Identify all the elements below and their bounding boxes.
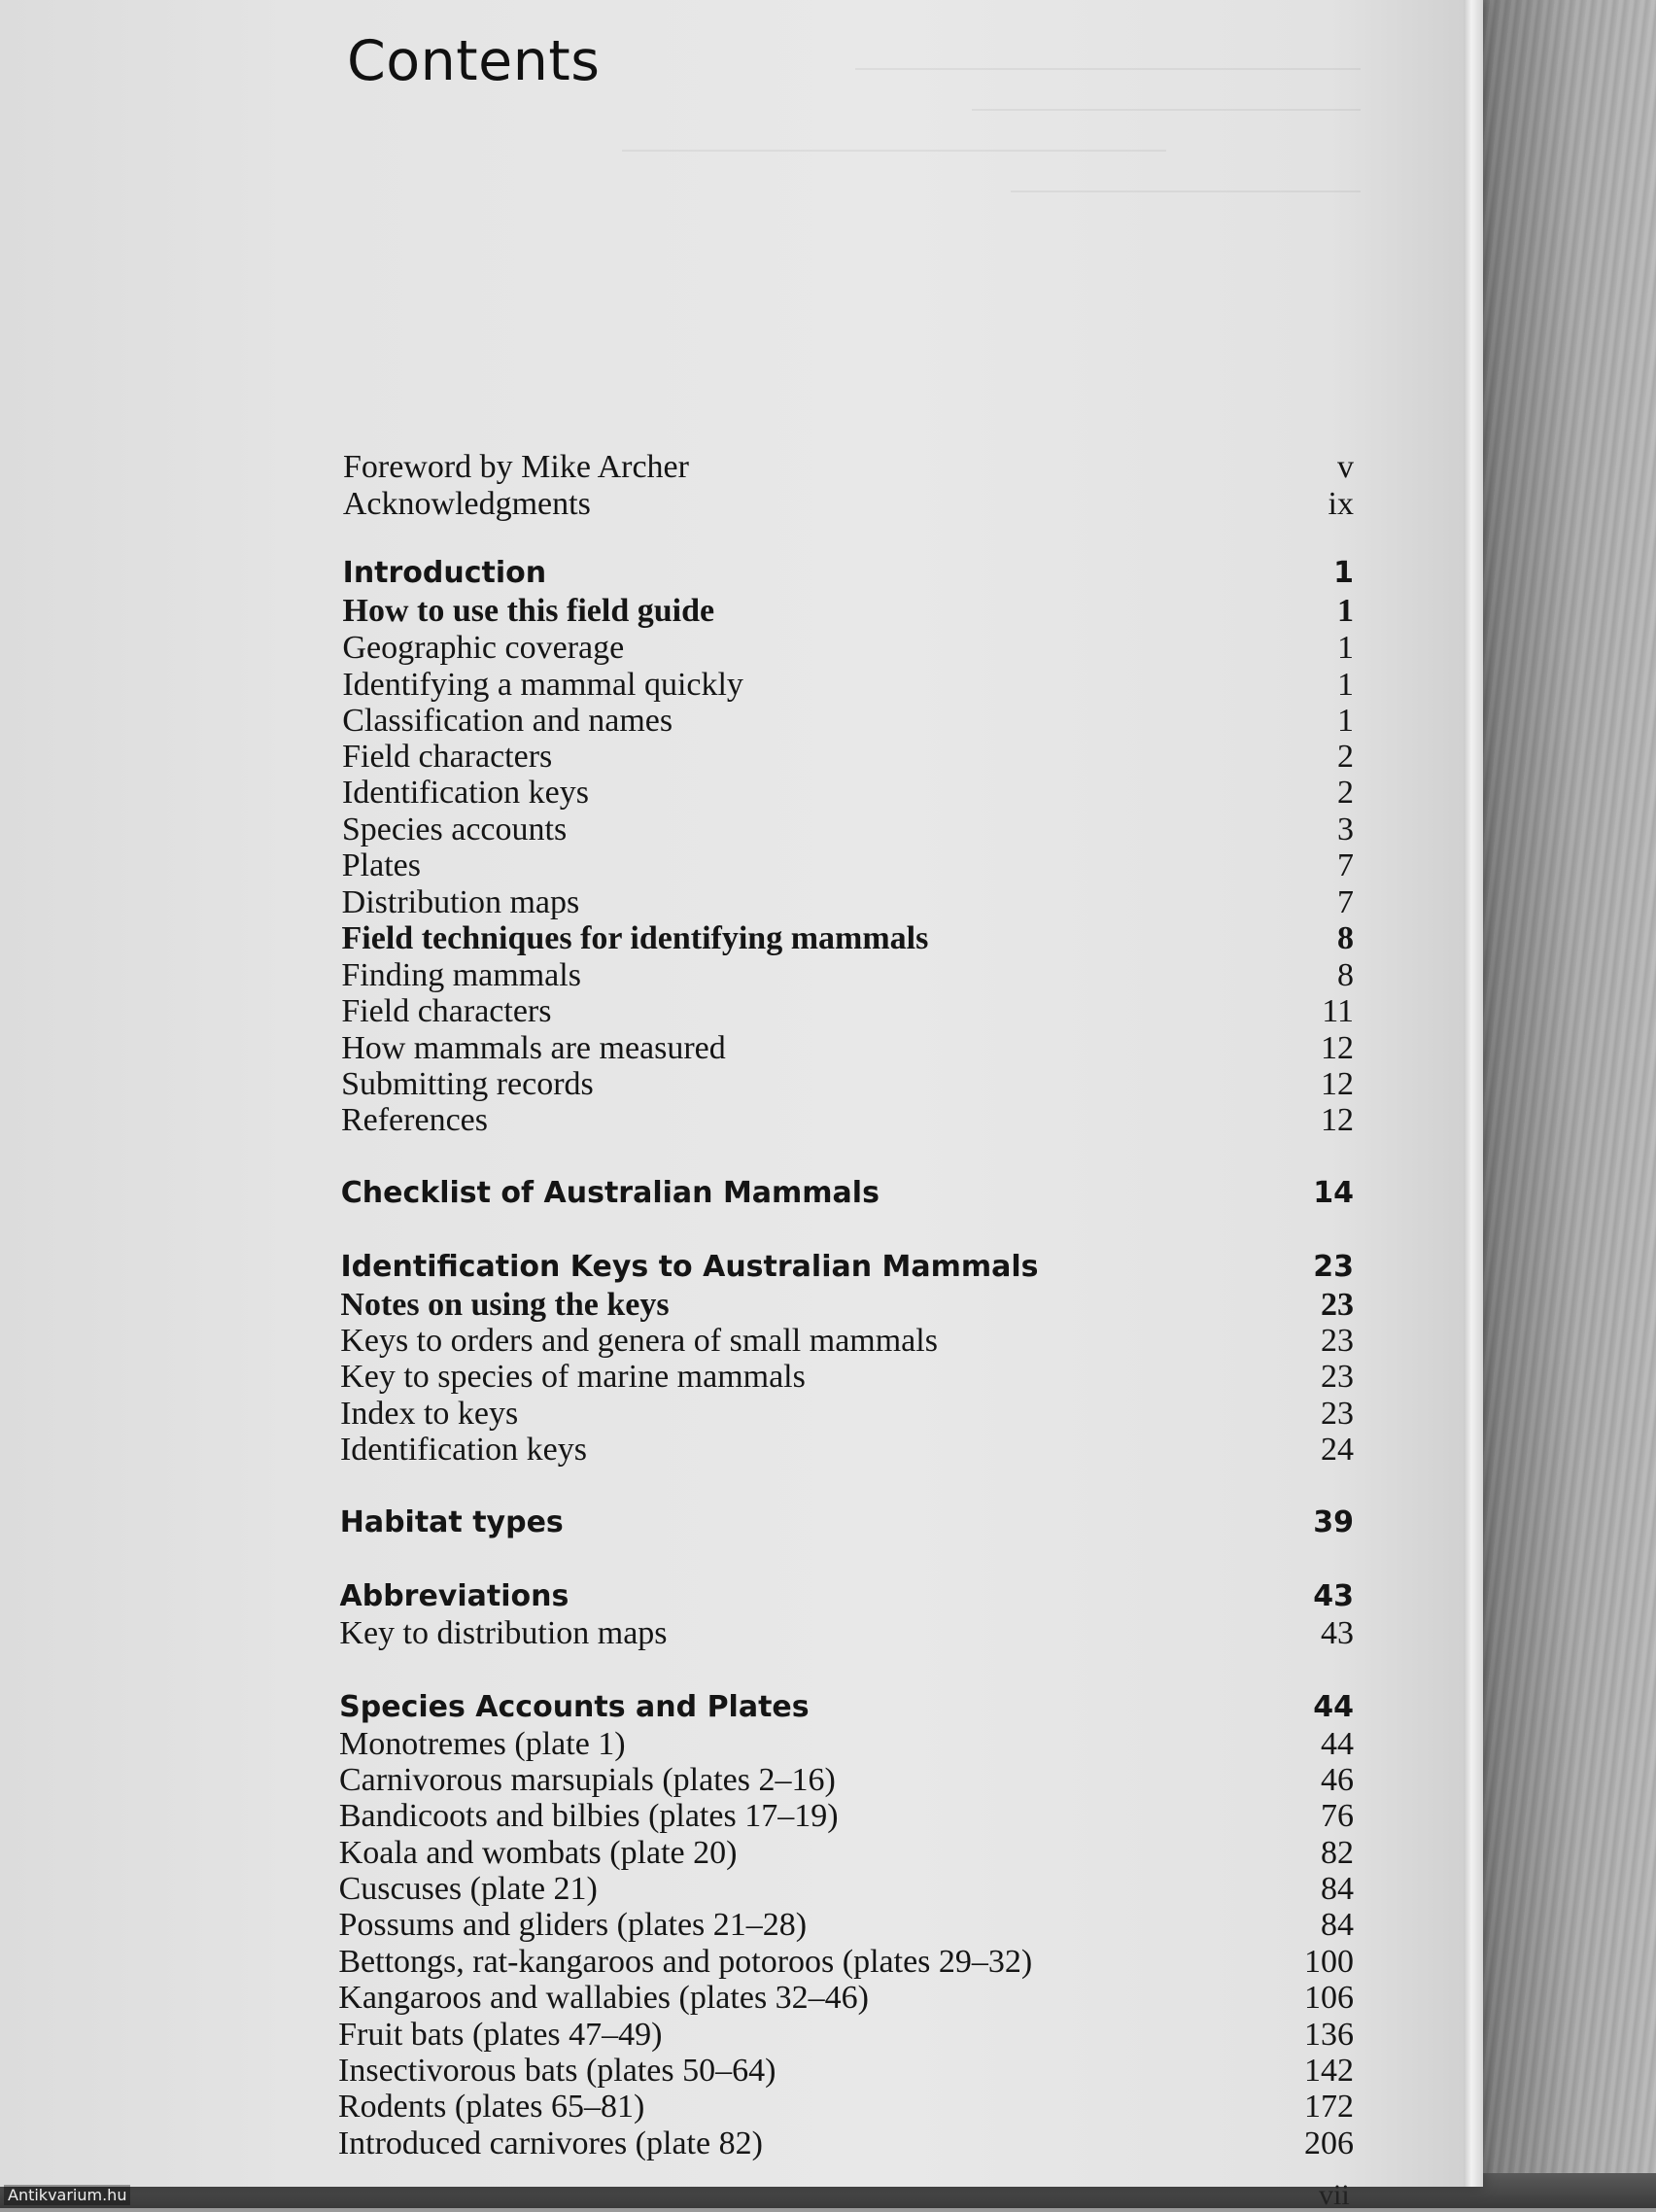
toc-entry-title: Finding mammals [341,957,581,993]
toc-entry [339,1835,1354,1872]
toc-entry-title: Field techniques for identifying mammals [341,920,929,956]
toc-entry-title: Cuscuses (plate 21) [338,1871,598,1907]
toc-entry-title: Habitat types [339,1505,564,1539]
toc-entry-title: Foreword by Mike Archer [342,449,689,485]
toc-entry-page: 100 [1303,1944,1354,1980]
toc-entry-title: Identifying a mammal quickly [342,667,743,703]
toc-entry-page: 1 [1333,556,1354,590]
toc-entry [340,1323,1354,1360]
toc-entry-title: Keys to orders and genera of small mammals [340,1323,938,1359]
toc-entry-page: 12 [1320,1030,1354,1066]
toc-entry-title: Notes on using the keys [340,1287,670,1323]
toc-entry-title: Fruit bats (plates 47–49) [338,2017,663,2053]
toc-entry-title: How mammals are measured [341,1030,726,1066]
toc-entry [342,812,1354,848]
toc-entry-title: Identification keys [341,775,589,811]
toc-entry [339,1615,1354,1652]
toc-entry-page: 2 [1336,775,1354,811]
toc-entry [342,630,1354,667]
toc-entry-page: 8 [1336,957,1354,993]
toc-entry [343,486,1354,523]
toc-entry-title: Abbreviations [339,1579,569,1613]
toc-entry [340,1505,1354,1539]
toc-entry-page: 43 [1320,1615,1354,1651]
toc-entry [341,1030,1354,1067]
toc-entry-title: Key to species of marine mammals [340,1359,806,1395]
toc-entry-title: Species accounts [341,812,568,847]
toc-entry-page: 82 [1320,1835,1354,1871]
toc-entry-title: References [340,1102,488,1138]
toc-entry-title: Index to keys [340,1396,519,1432]
toc-entry [342,884,1354,921]
toc-entry-page: 142 [1303,2053,1354,2089]
toc-entry-page: 2 [1336,739,1354,775]
toc-entry-page: 206 [1303,2126,1354,2161]
toc-entry [342,847,1354,884]
toc-entry [342,920,1354,957]
toc-entry-title: Plates [341,847,421,883]
toc-entry-page: 24 [1320,1432,1354,1468]
toc-entry-title: Koala and wombats (plate 20) [338,1835,738,1871]
toc-entry-page: 11 [1322,993,1354,1029]
toc-entry [340,1396,1354,1433]
toc-entry-page: 44 [1320,1726,1354,1762]
toc-entry [339,1690,1354,1724]
toc-entry-page: 8 [1336,920,1354,956]
toc-entry-title: Acknowledgments [342,486,591,522]
toc-entry-page: 84 [1320,1907,1354,1943]
toc-entry [338,2053,1354,2090]
toc-entry-title: Possums and gliders (plates 21–28) [338,1907,808,1943]
toc-entry-page: 3 [1337,812,1354,847]
toc-entry-title: Insectivorous bats (plates 50–64) [338,2053,776,2089]
toc-entry [339,1726,1354,1763]
wood-background [1458,0,1656,2208]
toc-entry-page: 7 [1336,847,1354,883]
toc-entry [342,775,1354,812]
toc-entry-page: 12 [1320,1066,1354,1102]
toc-entry-page: 43 [1313,1579,1354,1613]
toc-entry-title: Bandicoots and bilbies (plates 17–19) [338,1798,839,1834]
toc-entry-title: Identification keys [339,1432,587,1468]
toc-entry-title: Field characters [341,993,552,1029]
toc-entry-page: 84 [1320,1871,1354,1907]
toc-entry-title: Checklist of Australian Mammals [340,1176,880,1210]
toc-entry [340,1432,1354,1469]
toc-entry-title: Bettongs, rat-kangaroos and potoroos (plates 29–32) [338,1944,1033,1980]
toc-entry-page: 76 [1320,1798,1354,1834]
toc-entry [342,739,1354,776]
toc-entry [341,993,1354,1030]
toc-entry [338,2089,1354,2126]
toc-entry [341,1066,1354,1103]
toc-entry [341,957,1354,994]
toc-entry-title: Identification Keys to Australian Mammals [340,1250,1039,1284]
toc-entry [341,1102,1354,1139]
toc-entry [343,449,1354,486]
toc-entry [339,1798,1354,1835]
toc-entry-page: 23 [1320,1396,1354,1432]
toc-entry-page: 1 [1336,667,1354,703]
toc-entry [338,2126,1354,2162]
toc-entry-page: 14 [1313,1176,1354,1210]
toc-entry [338,1944,1354,1981]
toc-entry-page: 1 [1336,630,1354,666]
toc-entry-page: 23 [1320,1287,1354,1323]
toc-entry-title: Classification and names [342,703,673,739]
toc-entry [341,1176,1354,1210]
toc-entry-page: 7 [1336,884,1354,920]
toc-entry-page: 44 [1313,1690,1354,1724]
toc-entry-title: Submitting records [341,1066,594,1102]
toc-entry-page: 12 [1320,1102,1354,1138]
toc-entry-title: Rodents (plates 65–81) [337,2089,645,2125]
toc-entry [343,593,1354,630]
toc-entry-page: 1 [1336,593,1354,629]
toc-entry-title: Introduction [342,556,547,590]
toc-entry [338,1980,1354,2017]
toc-entry-page: ix [1328,486,1354,522]
page-number: vii [1319,2179,1350,2211]
toc-entry-title: Distribution maps [341,884,580,920]
toc-entry [338,2017,1354,2054]
toc-entry [342,667,1354,704]
toc-entry [340,1359,1354,1396]
toc-entry [339,1762,1354,1799]
toc-entry-page: 23 [1320,1323,1354,1359]
toc-entry-page: 106 [1303,1980,1354,2016]
toc-entry-title: Monotremes (plate 1) [339,1726,626,1762]
toc-entry-title: Species Accounts and Plates [339,1690,810,1724]
toc-entry-title: Geographic coverage [342,630,625,666]
toc-entry [340,1579,1354,1613]
toc-entry-title: How to use this field guide [342,593,715,629]
toc-entry-title: Introduced carnivores (plate 82) [337,2126,763,2161]
toc-entry-page: 1 [1336,703,1354,739]
toc-entry [343,556,1354,590]
toc-entry-page: v [1336,449,1354,485]
toc-entry-page: 172 [1303,2089,1354,2125]
page-title: Contents [347,29,601,93]
toc-entry-page: 23 [1313,1250,1354,1284]
toc-entry [339,1871,1354,1908]
toc-entry [342,703,1354,740]
toc-entry [341,1250,1354,1284]
toc-entry-title: Carnivorous marsupials (plates 2–16) [338,1762,836,1798]
toc-entry-page: 46 [1320,1762,1354,1798]
toc-entry [338,1907,1354,1944]
toc-entry-page: 23 [1320,1359,1354,1395]
toc-entry-title: Kangaroos and wallabies (plates 32–46) [338,1980,869,2016]
toc-entry-title: Field characters [342,739,553,775]
toc-entry-page: 136 [1303,2017,1354,2053]
toc-entry-title: Key to distribution maps [339,1615,668,1651]
toc-entry-page: 39 [1313,1505,1354,1539]
toc-entry [340,1287,1354,1324]
watermark: Antikvarium.hu [4,2185,130,2205]
